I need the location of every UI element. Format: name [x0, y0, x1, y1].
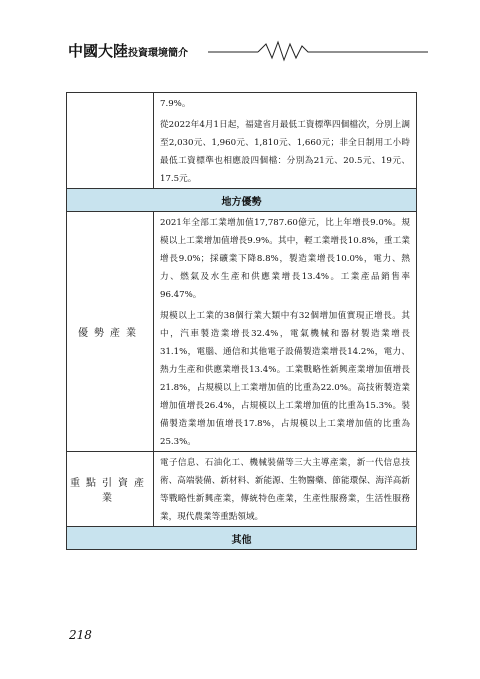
section-header-row: [67, 189, 417, 212]
row-content: [154, 93, 417, 189]
info-table: [66, 92, 417, 550]
paragraph: 電子信息、石油化工、機械裝備等三大主導產業，新一代信息技術、高端裝備、新材料、新能源、生物醫藥、節能環保、海洋高新等戰略性新興產業，傳統特色產業，生產性服務業，生活性服務業，現代農業等重點領域。: [160, 458, 410, 522]
header-title: [68, 40, 188, 61]
row-label-advantage-industry: 優勢產業: [67, 212, 154, 452]
header-title-main: 中國大陸: [68, 42, 129, 60]
paragraph: 2021年全部工業增加值17,787.60億元，比上年增長9.0%。規模以上工業增加值增長9.9%。其中，輕工業增長10.8%，重工業增長9.0%；採礦業下降8.8%，製造業增長10.0%，電力、熱力、燃氣及水生產和供應業增長13.4%。工業產品銷售率96.47%。: [160, 218, 410, 300]
paragraph: 從2022年4月1日起，福建省月最低工資標準四個檔次，分別上調至2,030元、1,960元、1,810元、1,660元；非全日制用工小時最低工資標準也相應設四個檔：分別為21元、20.5元、19元、17.5元。: [160, 120, 410, 184]
row-label-empty: [67, 93, 154, 189]
row-label-key-investment-industry: 重點引資產業: [67, 452, 154, 527]
section-title-other: 其他: [67, 527, 417, 550]
table-row: [67, 93, 417, 189]
table-row: [67, 452, 417, 527]
paragraph: 7.9%。: [160, 99, 191, 109]
section-header-row: [67, 527, 417, 550]
row-content: [154, 452, 417, 527]
table-row: [67, 212, 417, 452]
page-header: [68, 38, 428, 62]
row-content: [154, 212, 417, 452]
section-title-local-advantage: 地方優勢: [67, 189, 417, 212]
paragraph: 規模以上工業的38個行業大類中有32個增加值實現正增長。其中，汽車製造業增長32.4%，電氣機械和器材製造業增長31.1%，電腦、通信和其他電子設備製造業增長14.2%，電力、熱力生產和供應業增長13.4%。工業戰略性新興產業增加值增長21.8%，占規模以上工業增加值的比重為22.0%。高技術製造業增加值增長26.4%，占規模以上工業增加值的比重為15.3%。裝備製造業增加值增長17.8%，占規模以上工業增加值的比重為25.3%。: [160, 311, 410, 447]
header-title-sub: 投資環境簡介: [128, 48, 189, 59]
page-number: 218: [69, 628, 92, 642]
